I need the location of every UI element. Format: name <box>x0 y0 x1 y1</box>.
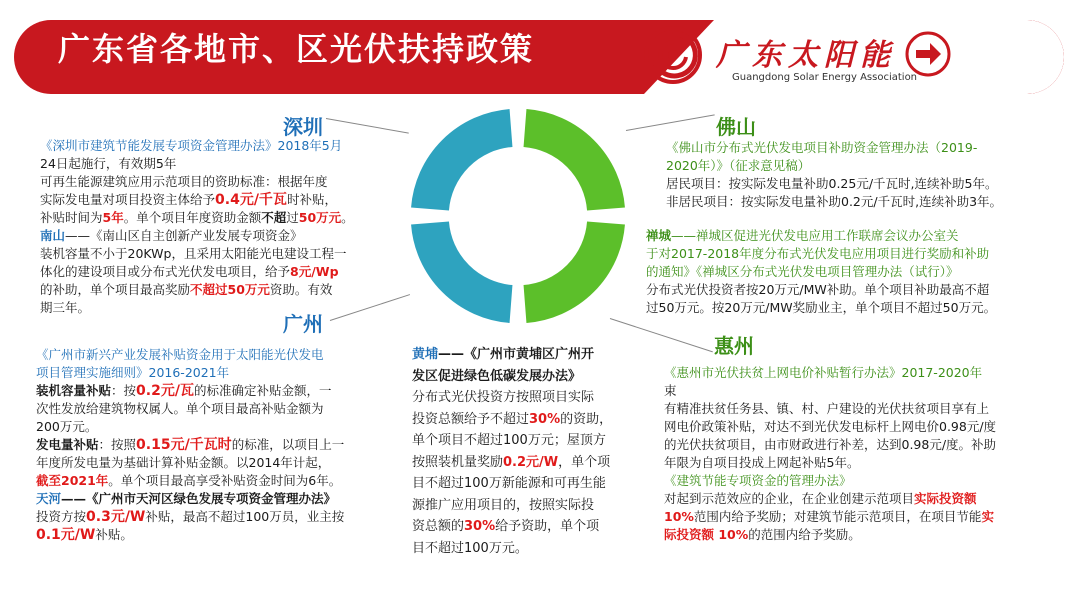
city-label-foshan: 佛山 <box>716 115 756 139</box>
hp-l7-b: 给予资助，单个项 <box>495 519 600 534</box>
tianhe-title: ——《广州市天河区绿色发展专项资金管理办法》 <box>61 491 337 506</box>
gz-a1-b: 的标准确定补贴金额，一 <box>193 383 332 398</box>
nanshan-text-line2: 装机容量不小于20KWp，且采用太阳能光电建设工程一 <box>40 246 347 261</box>
huizhou-line4: 年限为自项目投成上网起补贴5年。 <box>664 455 860 470</box>
shenzhen-policy-block <box>40 137 410 317</box>
chancheng-line5: 过50万元。按20万元/MW奖励业主，单个项目不超过50万元。 <box>646 300 997 315</box>
shenzhen-text-line3: 可再生能源建筑应用示范项目的资助标准：根据年度 <box>40 174 328 189</box>
huizhou-title: 《惠州市光伏扶贫上网电价补贴暂行办法》2017-2020年 <box>664 365 983 380</box>
huizhou-line2: 网电价政策补贴，对达不到光伏发电标杆上网电价0.98元/度 <box>664 419 997 434</box>
guangzhou-policy-block <box>36 346 408 544</box>
generation-subsidy-heading: 发电量补贴 <box>36 437 99 452</box>
shenzhen-text-line5 <box>40 209 410 227</box>
gz-b3-b: 。单个项目最高享受补贴资金时间为6年。 <box>108 473 342 488</box>
gz-b1-b: 的标准，以项目上一 <box>231 437 345 452</box>
connector-line-shenzhen <box>326 118 409 134</box>
huizhou-title-line1 <box>664 364 1066 382</box>
huangpu-line1: 分布式光伏投资方按照项目实际 <box>412 390 595 405</box>
shenzhen-l5-cap: 不超 <box>261 210 287 225</box>
huangpu-line8: 目不超过100万元。 <box>412 540 528 556</box>
nanshan-title: ——《南山区自主创新产业发展专项资金》 <box>65 228 303 243</box>
shenzhen-l5-c: 过 <box>286 210 299 225</box>
hp-l4-a: 按照装机量奖励 <box>412 454 504 470</box>
huangpu-policy-block <box>412 344 642 559</box>
hz-q2-pct: 10% <box>664 509 694 524</box>
huizhou-line3: 的光伏扶贫项目，由市财政进行补差，达到0.98元/度。补助 <box>664 437 997 452</box>
tianhe-title-line <box>36 490 408 508</box>
city-label-huizhou: 惠州 <box>714 334 754 358</box>
huizhou-fund-line2 <box>664 508 1066 526</box>
guangzhou-b-line3 <box>36 472 408 490</box>
district-label-tianhe: 天河 <box>36 491 62 506</box>
shenzhen-l5-d: 。 <box>341 210 354 225</box>
gz-a1-rate: 0.2元/瓦 <box>136 383 194 399</box>
nanshan-l4-cap: 不超过50万元 <box>190 282 270 297</box>
chancheng-title-line2: 于对2017-2018年度分布式光伏发电应用项目进行奖励和补助 <box>646 246 990 261</box>
huangpu-title-line1 <box>412 344 642 366</box>
tianhe-l2-rate: 0.3元/W <box>86 509 146 525</box>
guangzhou-b-line1 <box>36 436 408 454</box>
shenzhen-title-line2: 24日起施行，有效期5年 <box>40 156 177 171</box>
shenzhen-text-line4 <box>40 191 410 209</box>
chancheng-line4: 分布式光伏投资者按20万元/MW补助。单个项目补助最高不超 <box>646 282 990 297</box>
nanshan-l4-b: 资助。有效 <box>269 282 333 297</box>
tianhe-l3-b: 补贴。 <box>95 527 133 542</box>
guangzhou-b-line2: 年度所发电量为基础计算补贴金额。以2014年计起， <box>36 455 331 470</box>
huangpu-line3: 单个项目不超过100万元；屋顶方 <box>412 433 606 448</box>
huizhou-policy-block <box>664 364 1066 544</box>
tianhe-l2-b: 补贴，最高不超过100万员，业主按 <box>145 509 345 524</box>
arrow-right-icon <box>904 30 952 78</box>
gz-b1-rate: 0.15元/千瓦时 <box>136 437 232 453</box>
foshan-nonresidential-line: 非居民项目：按实际发电量补助0.2元/千瓦时,连续补助3年。 <box>666 194 1003 209</box>
shenzhen-l4-rate: 0.4元/千瓦 <box>215 192 287 208</box>
foshan-residential-line: 居民项目：按实际发电量补助0.25元/千瓦时,连续补助5年。 <box>666 176 998 191</box>
chancheng-title-line1 <box>646 227 1066 245</box>
gz-b3-date: 截至2021年 <box>36 473 109 488</box>
nanshan-text-line3 <box>40 263 410 281</box>
huangpu-line5: 目不超过100万新能源和可再生能 <box>412 476 606 491</box>
foshan-policy-block <box>666 139 1061 211</box>
logo-english-name: Guangdong Solar Energy Association <box>732 72 918 83</box>
tianhe-l3-rate: 0.1元/W <box>36 527 96 543</box>
capacity-subsidy-heading: 装机容量补贴 <box>36 383 112 398</box>
hz-q3-b: 的范围内给予奖励。 <box>748 527 861 542</box>
nanshan-l3-rate: 8元/Wp <box>290 264 339 279</box>
shenzhen-l4-text: 实际发电量对项目投资主体给予 <box>40 192 216 207</box>
huizhou-fund-line3 <box>664 526 1066 544</box>
shenzhen-l5-years: 5年 <box>102 210 124 225</box>
city-label-shenzhen: 深圳 <box>283 115 323 139</box>
center-ring-graphic <box>404 101 632 331</box>
hz-q1-a: 对起到示范效应的企业，在企业创建示范项目 <box>664 491 915 506</box>
guangzhou-a-line1 <box>36 382 408 400</box>
shenzhen-l4-end: 时补贴， <box>286 192 337 207</box>
hp-l2-b: 的资助， <box>560 411 613 427</box>
header <box>0 10 1079 92</box>
page-title: 广东省各地市、区光伏扶持政策 <box>58 30 535 68</box>
hz-q1-red: 实际投资额 <box>914 491 977 506</box>
district-label-huangpu: 黄埔 <box>412 347 439 362</box>
shenzhen-l5-b: 。单个项目年度资助金额 <box>123 210 262 225</box>
huangpu-title-a: ——《广州市黄埔区广州开 <box>438 347 595 362</box>
shenzhen-title-line1: 《深圳市建筑节能发展专项资金管理办法》2018年5月 <box>40 138 343 153</box>
logo-chinese-name: 广东太阳能 <box>716 38 896 73</box>
connector-line-foshan <box>626 114 715 131</box>
chancheng-policy-block <box>646 227 1066 317</box>
foshan-title-line2: 2020年）》（征求意见稿） <box>666 158 811 173</box>
hp-l4-rate: 0.2元/W <box>503 454 559 470</box>
sun-spiral-logo-icon <box>642 24 704 86</box>
ring-segment-foshan <box>525 128 606 209</box>
huangpu-title-line2: 发区促进绿色低碳发展办法》 <box>412 368 582 384</box>
guangzhou-a-line2: 次性发放给建筑物权属人。单个项目最高补贴金额为 <box>36 401 324 416</box>
tianhe-line2 <box>36 508 408 526</box>
guangzhou-a-line3: 200万元。 <box>36 419 98 434</box>
huangpu-line7 <box>412 516 642 538</box>
hz-q3-red: 际投资额 10% <box>664 527 749 542</box>
ring-segment-shenzhen <box>430 128 511 209</box>
nanshan-l3-a: 体化的建设项目或分布式光伏发电项目，给予 <box>40 264 291 279</box>
huangpu-line4 <box>412 452 642 474</box>
huizhou-fund-line1 <box>664 490 1066 508</box>
huizhou-line1: 有精准扶贫任务县、镇、村、户建设的光伏扶贫项目享有上 <box>664 401 990 416</box>
district-label-chancheng: 禅城 <box>646 228 672 243</box>
shenzhen-l5-amount: 50万元 <box>298 210 342 225</box>
hz-q2-b: 范围内给予奖励；对建筑节能示范项目，在项目节能 <box>693 509 982 524</box>
hp-l4-b: ，单个项 <box>558 454 611 470</box>
foshan-title-line1: 《佛山市分布式光伏发电项目补助资金管理办法（2019- <box>666 140 978 155</box>
nanshan-title-line <box>40 227 410 245</box>
nanshan-text-line5: 期三年。 <box>40 300 91 315</box>
gz-a1-a: ：按 <box>111 383 137 398</box>
hp-l7-pct: 30% <box>464 519 496 534</box>
huizhou-building-fund-title: 《建筑节能专项资金的管理办法》 <box>664 473 852 488</box>
city-label-guangzhou: 广州 <box>283 312 323 336</box>
guangzhou-title-line1: 《广州市新兴产业发展补贴资金用于太阳能光伏发电 <box>36 347 324 362</box>
chancheng-title-line3: 的通知》《禅城区分布式光伏发电项目管理办法（试行）》 <box>646 264 959 279</box>
huangpu-line2 <box>412 409 642 431</box>
tianhe-line3 <box>36 526 408 544</box>
huangpu-line6: 源推广应用项目的，按照实际投 <box>412 497 595 513</box>
ring-segment-guangzhou <box>430 223 511 304</box>
shenzhen-l5-a: 补贴时间为 <box>40 210 103 225</box>
huizhou-title-line2: 束 <box>664 383 677 398</box>
gz-b1-a: ：按照 <box>98 437 137 452</box>
hp-l2-pct: 30% <box>529 411 561 427</box>
nanshan-text-line4 <box>40 281 410 299</box>
tianhe-l2-a: 投资方按 <box>36 509 87 524</box>
chancheng-title-a: ——禅城区促进光伏发电应用工作联席会议办公室关 <box>671 228 959 243</box>
hz-q2-red: 实 <box>981 509 994 524</box>
nanshan-l4-a: 的补助，单个项目最高奖励 <box>40 282 191 297</box>
hp-l7-a: 资总额的 <box>412 519 465 534</box>
ring-segment-huizhou <box>525 223 606 304</box>
district-label-nanshan: 南山 <box>40 228 66 243</box>
hp-l2-a: 投资总额给予不超过 <box>412 411 530 427</box>
guangzhou-title-line2: 项目管理实施细则》2016-2021年 <box>36 365 230 380</box>
